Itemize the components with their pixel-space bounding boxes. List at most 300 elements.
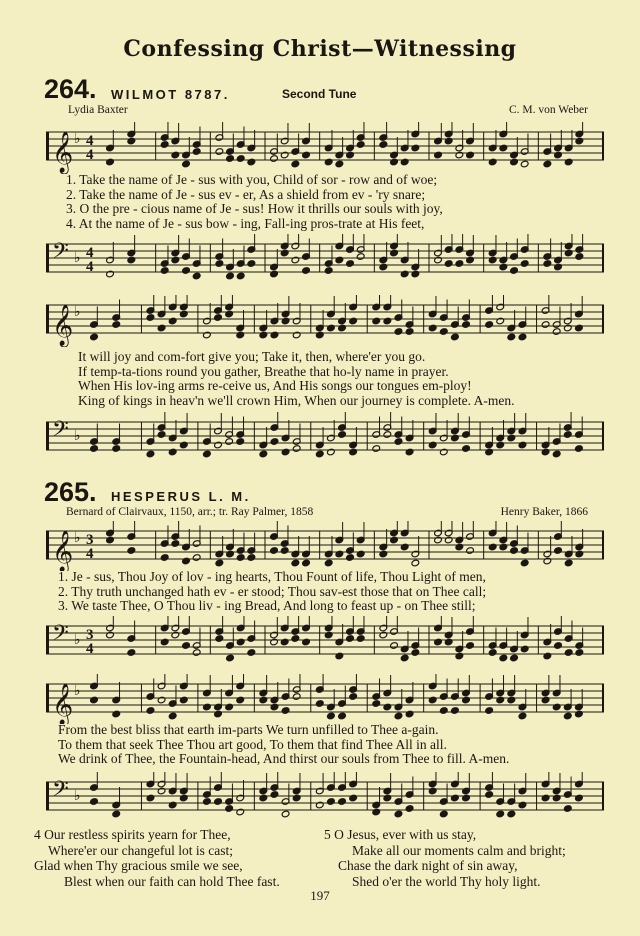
stanza-5 [324, 827, 566, 889]
note-head [541, 448, 550, 456]
note-head [575, 794, 584, 802]
note-head [338, 431, 347, 439]
note-head [259, 696, 268, 704]
note-head [356, 253, 365, 261]
note-head [510, 267, 519, 275]
note-head [488, 543, 497, 551]
note-head [543, 652, 552, 660]
note-head [372, 808, 381, 816]
note-head [259, 331, 268, 339]
note-head [518, 712, 527, 720]
staff-265-system2-treble [46, 674, 604, 724]
note-head [281, 448, 290, 456]
note-head [455, 151, 464, 159]
note-head [270, 638, 279, 646]
note-head [349, 317, 358, 325]
hymn-265-line1-verses [58, 570, 486, 614]
note-head [507, 434, 516, 442]
stanza-line: 5 O Jesus, ever with us stay, [324, 827, 477, 842]
note-head [215, 559, 224, 567]
note-head [564, 249, 573, 257]
note-head [214, 314, 223, 322]
verse-line: We drink of Thee, the Fountain-head, And thirst our souls from Thee to fill. A-men. [58, 751, 510, 766]
note-head [554, 642, 563, 650]
note-head [346, 635, 355, 643]
note-head [394, 810, 403, 818]
bass-clef-icon: 𝄢 [52, 239, 69, 269]
note-head [400, 654, 409, 662]
note-head [485, 448, 494, 456]
time-signature-top: 3 [86, 627, 94, 643]
stanza-line: Chase the dark night of sin away, [338, 858, 518, 873]
flat-icon: ♭ [74, 250, 81, 266]
note-head [356, 635, 365, 643]
note-head [157, 431, 166, 439]
page-number: 197 [310, 888, 330, 903]
note-head [225, 805, 234, 813]
note-head [510, 654, 519, 662]
note-head [451, 434, 460, 442]
note-head [291, 160, 300, 168]
note-head [280, 249, 289, 257]
note-head [203, 450, 212, 458]
note-head [203, 703, 212, 711]
note-head [90, 798, 99, 806]
verse-line: 2. Thy truth unchanged hath ev - er stood; Thou sav-est those that on Thee call; [58, 583, 487, 599]
note-head [496, 441, 505, 449]
note-head [215, 635, 224, 643]
note-head [127, 137, 136, 145]
note-head [451, 794, 460, 802]
note-head [182, 267, 191, 275]
note-head [215, 148, 224, 156]
flat-icon: ♭ [74, 304, 81, 320]
note-head [127, 256, 136, 264]
note-head [292, 794, 301, 802]
note-head [259, 794, 268, 802]
note-head [168, 712, 177, 720]
note-head [411, 144, 420, 152]
note-head [379, 263, 388, 271]
note-head [146, 450, 155, 458]
note-head [564, 559, 573, 567]
system-bar [46, 305, 49, 333]
note-head [338, 798, 347, 806]
note-head [270, 155, 279, 163]
flat-icon: ♭ [74, 131, 81, 147]
note-head [411, 649, 420, 657]
note-head [439, 707, 448, 715]
note-head [192, 649, 201, 657]
note-head [90, 445, 99, 453]
system-bar [46, 422, 49, 450]
note-head [157, 324, 166, 332]
note-head [225, 703, 234, 711]
note-head [215, 260, 224, 268]
note-head [372, 317, 381, 325]
note-head [499, 654, 508, 662]
note-head [171, 631, 180, 639]
note-head [338, 712, 347, 720]
hymn-264-line2-verses [78, 350, 515, 408]
note-head [428, 441, 437, 449]
hymn-265-music-credit: Henry Baker, 1866 [500, 506, 588, 518]
stanza-4 [34, 827, 280, 889]
time-signature-bottom: 4 [86, 641, 94, 657]
verse-line: 1. Take the name of Je - sus with you, Child of sor - row and of woe; [66, 172, 438, 187]
note-head [146, 314, 155, 322]
note-head [327, 324, 336, 332]
note-head [466, 642, 475, 650]
note-head [543, 557, 552, 565]
note-head [575, 137, 584, 145]
hymn-264-tune-note: Second Tune [282, 87, 357, 101]
note-head [349, 794, 358, 802]
time-signature-bottom: 4 [86, 147, 94, 163]
note-head [563, 324, 572, 332]
note-head [518, 801, 527, 809]
note-head [214, 441, 223, 449]
note-head [247, 158, 256, 166]
hymn-264-number: 264. [44, 74, 97, 104]
note-head [554, 263, 563, 271]
note-head [236, 155, 245, 163]
stanza-line: Where'er our changeful lot is cast; [48, 842, 233, 858]
note-head [112, 445, 121, 453]
note-head [335, 256, 344, 264]
note-head [379, 550, 388, 558]
verse-line: 4. At the name of Je - sus bow - ing, Fall-ing pros-trate at His feet, [66, 215, 425, 231]
note-head [485, 791, 494, 799]
note-head [552, 703, 561, 711]
note-head [168, 801, 177, 809]
note-head [324, 631, 333, 639]
note-head [390, 642, 399, 650]
verse-line: King of kings in heav'n we'll crown Him, When our journey is complete. A-men. [78, 392, 515, 408]
note-head [146, 794, 155, 802]
note-head [112, 710, 121, 718]
verse-line: 3. O the pre - cious name of Je - sus! How it thrills our souls with joy, [66, 201, 443, 216]
hymn-264-music-credit: C. M. von Weber [508, 104, 588, 116]
note-head [160, 141, 169, 149]
flat-icon: ♭ [74, 530, 81, 546]
note-head [356, 550, 365, 558]
note-head [226, 155, 235, 163]
hymn-265-number: 265. [44, 477, 97, 507]
note-head [157, 787, 166, 795]
hymn-265-words-credit: Bernard of Clairvaux, 1150, arr.; tr. Ray Palmer, 1858 [66, 506, 314, 518]
note-head [315, 801, 324, 809]
note-head [327, 798, 336, 806]
note-head [280, 638, 289, 646]
note-head [394, 712, 403, 720]
note-head [270, 270, 279, 278]
note-head [346, 260, 355, 268]
note-head [225, 310, 234, 318]
note-head [106, 536, 115, 544]
note-head [379, 631, 388, 639]
flat-icon: ♭ [74, 683, 81, 699]
hymn-265-line2-verses [58, 723, 509, 767]
note-head [455, 543, 464, 551]
note-head [383, 703, 392, 711]
hymn-264-words-credit: Lydia Baxter [68, 104, 128, 116]
note-head [434, 638, 443, 646]
note-head [455, 260, 464, 268]
note-head [510, 547, 519, 555]
note-head [564, 158, 573, 166]
staff-265-system2-bass [46, 772, 604, 822]
note-head [488, 256, 497, 264]
bass-clef-icon: 𝄢 [52, 777, 69, 807]
note-head [390, 536, 399, 544]
note-head [281, 707, 290, 715]
note-head [270, 703, 279, 711]
note-head [575, 445, 584, 453]
note-head [383, 794, 392, 802]
note-head [439, 328, 448, 336]
note-head [499, 263, 508, 271]
note-head [496, 317, 505, 325]
note-head [434, 151, 443, 159]
note-head [171, 540, 180, 548]
note-head [179, 696, 188, 704]
note-head [520, 645, 529, 653]
note-head [462, 794, 471, 802]
note-head [192, 554, 201, 562]
note-head [552, 794, 561, 802]
note-head [236, 438, 245, 446]
flat-icon: ♭ [74, 788, 81, 804]
note-head [214, 798, 223, 806]
note-head [499, 144, 508, 152]
note-head [182, 642, 191, 650]
note-head [520, 260, 529, 268]
note-head [302, 559, 311, 567]
verse-line: 1. Je - sus, Thou Joy of lov - ing hearts, Thou Fount of life, Thou Light of men, [58, 569, 486, 584]
note-head [335, 550, 344, 558]
note-head [434, 536, 443, 544]
note-head [575, 550, 584, 558]
note-head [171, 151, 180, 159]
note-head [485, 321, 494, 329]
note-head [346, 554, 355, 562]
note-head [488, 158, 497, 166]
staff-264-system1-bass [46, 234, 604, 286]
time-signature-bottom: 4 [86, 546, 94, 562]
treble-clef-icon: 𝄞 [52, 132, 74, 173]
note-head [554, 151, 563, 159]
note-head [564, 649, 573, 657]
verse-line: It will joy and com-fort give you; Take it, then, where'er you go. [78, 349, 426, 364]
note-head [302, 151, 311, 159]
note-head [439, 810, 448, 818]
time-signature-top: 4 [86, 133, 94, 149]
note-head [338, 324, 347, 332]
note-head [394, 328, 403, 336]
note-head [236, 272, 245, 280]
note-head [563, 431, 572, 439]
note-head [247, 554, 256, 562]
note-head [315, 331, 324, 339]
note-head [292, 445, 301, 453]
note-head [575, 649, 584, 657]
note-head [280, 151, 289, 159]
verse-line: 3. We taste Thee, O Thou liv - ing Bread, And long to feast up - on Thee still; [58, 598, 476, 613]
note-head [112, 810, 121, 818]
note-head [315, 700, 324, 708]
note-head [90, 696, 99, 704]
note-head [499, 543, 508, 551]
note-head [236, 696, 245, 704]
note-head [270, 331, 279, 339]
note-head [405, 448, 414, 456]
note-head [485, 707, 494, 715]
note-head [236, 808, 245, 816]
system-bar [46, 531, 49, 559]
stanza-line: 4 Our restless spirits yearn for Thee, [34, 827, 231, 842]
note-head [225, 438, 234, 446]
note-head [171, 256, 180, 264]
note-head [379, 141, 388, 149]
note-head [507, 810, 516, 818]
note-head [226, 550, 235, 558]
note-head [270, 438, 279, 446]
note-head [451, 707, 460, 715]
stanza-line: Shed o'er the world Thy holy light. [352, 873, 541, 889]
note-head [543, 160, 552, 168]
system-bar [46, 684, 49, 712]
note-head [292, 331, 301, 339]
hymn-265-tune: HESPERUS L. M. [111, 489, 251, 504]
note-head [160, 554, 169, 562]
note-head [575, 710, 584, 718]
note-head [281, 810, 290, 818]
note-head [439, 448, 448, 456]
note-head [552, 328, 561, 336]
note-head [554, 547, 563, 555]
system-bar [46, 626, 49, 654]
note-head [281, 317, 290, 325]
verse-line: If temp-ta-tions round you gather, Breathe that ho-ly name in prayer. [78, 363, 449, 379]
note-head [543, 260, 552, 268]
note-head [411, 270, 420, 278]
note-head [106, 158, 115, 166]
note-head [146, 707, 155, 715]
note-head [496, 696, 505, 704]
note-head [90, 333, 99, 341]
note-head [349, 448, 358, 456]
note-head [394, 438, 403, 446]
note-head [203, 331, 212, 339]
note-head [182, 160, 191, 168]
note-head [518, 441, 527, 449]
stanza-line: Glad when Thy gracious smile we see, [34, 858, 243, 873]
note-head [428, 787, 437, 795]
system-bar [46, 132, 49, 160]
treble-clef-icon: 𝄞 [52, 531, 74, 571]
note-head [462, 321, 471, 329]
note-head [400, 270, 409, 278]
note-head [327, 448, 336, 456]
note-head [292, 693, 301, 701]
note-head [541, 794, 550, 802]
note-head [179, 441, 188, 449]
note-head [411, 559, 420, 567]
note-head [324, 267, 333, 275]
note-head [127, 547, 136, 555]
note-head [455, 652, 464, 660]
note-head [405, 710, 414, 718]
note-head [520, 559, 529, 567]
note-head [291, 256, 300, 264]
note-head [346, 151, 355, 159]
note-head [462, 445, 471, 453]
note-head [541, 321, 550, 329]
note-head [575, 253, 584, 261]
note-head [270, 547, 279, 555]
note-head [203, 798, 212, 806]
note-head [270, 791, 279, 799]
note-head [160, 267, 169, 275]
note-head [302, 638, 311, 646]
system-bar [46, 782, 49, 810]
section-title: Confessing Christ—Witnessing [123, 36, 517, 62]
note-head [291, 559, 300, 567]
time-signature-top: 4 [86, 245, 94, 261]
note-head [428, 324, 437, 332]
note-head [192, 272, 201, 280]
note-head [563, 712, 572, 720]
note-head [451, 333, 460, 341]
note-head [236, 638, 245, 646]
note-head [400, 543, 409, 551]
note-head [390, 158, 399, 166]
note-head [444, 638, 453, 646]
note-head [106, 270, 115, 278]
note-head [349, 693, 358, 701]
note-head [434, 256, 443, 264]
note-head [518, 333, 527, 341]
note-head [575, 324, 584, 332]
verse-line: When His lov-ing arms re-ceive us, And His songs our tongues em-ploy! [78, 378, 472, 393]
note-head [383, 317, 392, 325]
note-head [405, 328, 414, 336]
staff-264-system2-bass [46, 412, 604, 464]
bass-clef-icon: 𝄢 [52, 621, 69, 651]
note-head [356, 141, 365, 149]
note-head [400, 158, 409, 166]
note-head [390, 249, 399, 257]
note-head [552, 450, 561, 458]
note-head [444, 536, 453, 544]
system-bar [46, 244, 49, 272]
note-head [247, 260, 256, 268]
note-head [192, 148, 201, 156]
note-head [563, 805, 572, 813]
treble-clef-icon: 𝄞 [52, 684, 74, 724]
note-head [236, 554, 245, 562]
note-head [179, 794, 188, 802]
note-head [466, 256, 475, 264]
note-head [462, 696, 471, 704]
note-head [541, 696, 550, 704]
note-head [179, 310, 188, 318]
note-head [247, 649, 256, 657]
note-head [444, 137, 453, 145]
note-head [444, 260, 453, 268]
note-head [291, 635, 300, 643]
